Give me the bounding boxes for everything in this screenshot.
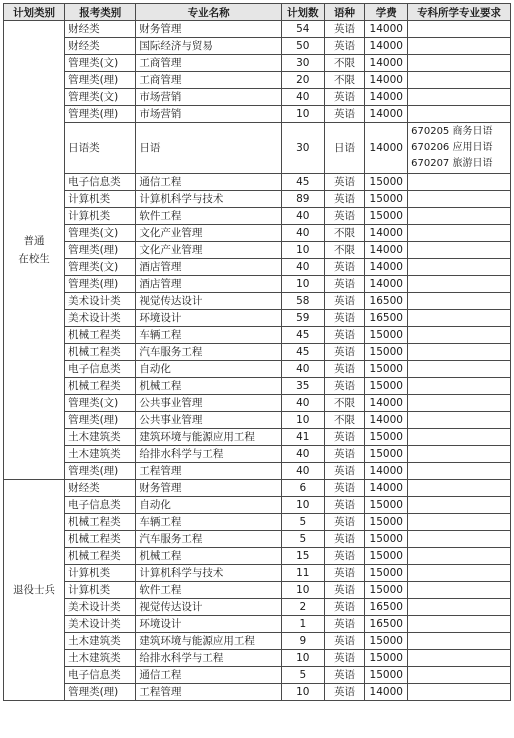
table-row — [4, 293, 511, 310]
table-row — [4, 548, 511, 565]
prior-major-requirement-cell — [408, 89, 511, 106]
plan-count-cell: 45 — [281, 344, 324, 361]
table-row — [4, 191, 511, 208]
language-cell: 英语 — [324, 667, 365, 684]
prior-major-requirement-cell — [408, 514, 511, 531]
exam-category-cell: 美术设计类 — [65, 310, 136, 327]
exam-category-cell: 管理类(理) — [65, 106, 136, 123]
major-name-cell: 机械工程 — [136, 378, 282, 395]
major-name-cell: 财务管理 — [136, 21, 282, 38]
tuition-cell: 14000 — [365, 72, 408, 89]
table-row — [4, 259, 511, 276]
plan-count-cell: 10 — [281, 650, 324, 667]
tuition-cell: 14000 — [365, 89, 408, 106]
major-name-cell: 计算机科学与技术 — [136, 191, 282, 208]
table-row — [4, 208, 511, 225]
tuition-cell: 16500 — [365, 599, 408, 616]
table-row — [4, 565, 511, 582]
language-cell: 英语 — [324, 38, 365, 55]
plan-count-cell: 54 — [281, 21, 324, 38]
tuition-cell: 14000 — [365, 395, 408, 412]
enrollment-plan-table — [3, 3, 511, 701]
exam-category-cell: 管理类(文) — [65, 89, 136, 106]
exam-category-cell: 计算机类 — [65, 582, 136, 599]
table-row — [4, 446, 511, 463]
exam-category-cell: 机械工程类 — [65, 344, 136, 361]
plan-count-cell: 41 — [281, 429, 324, 446]
prior-major-requirement-cell — [408, 650, 511, 667]
prior-major-requirement-cell — [408, 548, 511, 565]
exam-category-cell: 管理类(理) — [65, 242, 136, 259]
plan-count-cell: 2 — [281, 599, 324, 616]
table-row — [4, 599, 511, 616]
header-prior-major-requirement: 专科所学专业要求 — [408, 4, 511, 21]
plan-count-cell: 40 — [281, 259, 324, 276]
tuition-cell: 15000 — [365, 531, 408, 548]
prior-major-requirement-cell — [408, 310, 511, 327]
plan-count-cell: 6 — [281, 480, 324, 497]
table-row — [4, 633, 511, 650]
language-cell: 英语 — [324, 684, 365, 701]
language-cell: 英语 — [324, 293, 365, 310]
tuition-cell: 16500 — [365, 310, 408, 327]
major-name-cell: 汽车服务工程 — [136, 344, 282, 361]
plan-count-cell: 40 — [281, 361, 324, 378]
prior-major-requirement-cell — [408, 191, 511, 208]
prior-major-requirement-cell — [408, 327, 511, 344]
exam-category-cell: 管理类(文) — [65, 225, 136, 242]
major-name-cell: 酒店管理 — [136, 276, 282, 293]
table-row — [4, 106, 511, 123]
exam-category-cell: 土木建筑类 — [65, 429, 136, 446]
tuition-cell: 14000 — [365, 225, 408, 242]
plan-category-cell: 普通 在校生 — [4, 21, 65, 480]
exam-category-cell: 机械工程类 — [65, 531, 136, 548]
exam-category-cell: 管理类(理) — [65, 276, 136, 293]
prior-major-requirement-cell: 670205 商务日语 670206 应用日语 670207 旅游日语 — [408, 123, 511, 174]
prior-major-requirement-cell — [408, 225, 511, 242]
tuition-cell: 15000 — [365, 429, 408, 446]
table-row — [4, 38, 511, 55]
plan-count-cell: 40 — [281, 225, 324, 242]
language-cell: 不限 — [324, 395, 365, 412]
major-name-cell: 工程管理 — [136, 463, 282, 480]
plan-count-cell: 9 — [281, 633, 324, 650]
table-row — [4, 21, 511, 38]
tuition-cell: 15000 — [365, 344, 408, 361]
plan-count-cell: 40 — [281, 463, 324, 480]
major-name-cell: 工程管理 — [136, 684, 282, 701]
plan-count-cell: 40 — [281, 395, 324, 412]
exam-category-cell: 土木建筑类 — [65, 446, 136, 463]
major-name-cell: 给排水科学与工程 — [136, 650, 282, 667]
plan-count-cell: 30 — [281, 55, 324, 72]
plan-count-cell: 45 — [281, 174, 324, 191]
plan-count-cell: 40 — [281, 208, 324, 225]
exam-category-cell: 管理类(文) — [65, 259, 136, 276]
tuition-cell: 16500 — [365, 616, 408, 633]
header-plan-category: 计划类别 — [4, 4, 65, 21]
prior-major-requirement-cell — [408, 293, 511, 310]
plan-count-cell: 5 — [281, 514, 324, 531]
tuition-cell: 14000 — [365, 123, 408, 174]
header-row — [4, 4, 511, 21]
plan-count-cell: 30 — [281, 123, 324, 174]
tuition-cell: 15000 — [365, 633, 408, 650]
header-exam-category: 报考类别 — [65, 4, 136, 21]
plan-count-cell: 10 — [281, 582, 324, 599]
table-row — [4, 463, 511, 480]
table-row — [4, 514, 511, 531]
table-row — [4, 276, 511, 293]
prior-major-requirement-cell — [408, 446, 511, 463]
prior-major-requirement-cell — [408, 208, 511, 225]
prior-major-requirement-cell — [408, 106, 511, 123]
tuition-cell: 15000 — [365, 650, 408, 667]
language-cell: 英语 — [324, 259, 365, 276]
prior-major-requirement-cell — [408, 565, 511, 582]
language-cell: 英语 — [324, 89, 365, 106]
tuition-cell: 16500 — [365, 293, 408, 310]
language-cell: 英语 — [324, 208, 365, 225]
language-cell: 英语 — [324, 633, 365, 650]
exam-category-cell: 美术设计类 — [65, 616, 136, 633]
table-row — [4, 72, 511, 89]
language-cell: 英语 — [324, 565, 365, 582]
major-name-cell: 视觉传达设计 — [136, 599, 282, 616]
major-name-cell: 计算机科学与技术 — [136, 565, 282, 582]
language-cell: 英语 — [324, 599, 365, 616]
major-name-cell: 自动化 — [136, 497, 282, 514]
tuition-cell: 14000 — [365, 684, 408, 701]
tuition-cell: 15000 — [365, 514, 408, 531]
prior-major-requirement-cell — [408, 480, 511, 497]
language-cell: 英语 — [324, 463, 365, 480]
header-plan-count: 计划数 — [281, 4, 324, 21]
plan-count-cell: 40 — [281, 446, 324, 463]
language-cell: 英语 — [324, 327, 365, 344]
major-name-cell: 酒店管理 — [136, 259, 282, 276]
plan-count-cell: 10 — [281, 106, 324, 123]
major-name-cell: 环境设计 — [136, 616, 282, 633]
language-cell: 英语 — [324, 582, 365, 599]
tuition-cell: 14000 — [365, 259, 408, 276]
table-row — [4, 344, 511, 361]
plan-count-cell: 10 — [281, 684, 324, 701]
language-cell: 英语 — [324, 378, 365, 395]
language-cell: 英语 — [324, 650, 365, 667]
exam-category-cell: 管理类(文) — [65, 55, 136, 72]
prior-major-requirement-cell — [408, 667, 511, 684]
prior-major-requirement-cell — [408, 684, 511, 701]
language-cell: 英语 — [324, 361, 365, 378]
tuition-cell: 14000 — [365, 412, 408, 429]
prior-major-requirement-cell — [408, 616, 511, 633]
major-name-cell: 通信工程 — [136, 667, 282, 684]
table-row — [4, 497, 511, 514]
prior-major-requirement-cell — [408, 599, 511, 616]
table-row — [4, 123, 511, 174]
tuition-cell: 14000 — [365, 242, 408, 259]
plan-count-cell: 10 — [281, 242, 324, 259]
language-cell: 英语 — [324, 191, 365, 208]
tuition-cell: 15000 — [365, 548, 408, 565]
prior-major-requirement-cell — [408, 412, 511, 429]
prior-major-requirement-cell — [408, 582, 511, 599]
table-row — [4, 378, 511, 395]
plan-count-cell: 50 — [281, 38, 324, 55]
language-cell: 英语 — [324, 344, 365, 361]
language-cell: 英语 — [324, 174, 365, 191]
prior-major-requirement-cell — [408, 361, 511, 378]
language-cell: 英语 — [324, 497, 365, 514]
major-name-cell: 公共事业管理 — [136, 412, 282, 429]
plan-count-cell: 40 — [281, 89, 324, 106]
major-name-cell: 公共事业管理 — [136, 395, 282, 412]
language-cell: 英语 — [324, 310, 365, 327]
table-row — [4, 361, 511, 378]
prior-major-requirement-cell — [408, 395, 511, 412]
tuition-cell: 15000 — [365, 497, 408, 514]
language-cell: 英语 — [324, 276, 365, 293]
major-name-cell: 汽车服务工程 — [136, 531, 282, 548]
major-name-cell: 财务管理 — [136, 480, 282, 497]
header-language: 语种 — [324, 4, 365, 21]
plan-count-cell: 15 — [281, 548, 324, 565]
tuition-cell: 14000 — [365, 55, 408, 72]
exam-category-cell: 财经类 — [65, 38, 136, 55]
plan-count-cell: 1 — [281, 616, 324, 633]
tuition-cell: 15000 — [365, 361, 408, 378]
language-cell: 不限 — [324, 242, 365, 259]
language-cell: 英语 — [324, 429, 365, 446]
tuition-cell: 14000 — [365, 21, 408, 38]
tuition-cell: 15000 — [365, 327, 408, 344]
table-row — [4, 616, 511, 633]
prior-major-requirement-cell — [408, 259, 511, 276]
exam-category-cell: 计算机类 — [65, 565, 136, 582]
major-name-cell: 建筑环境与能源应用工程 — [136, 429, 282, 446]
tuition-cell: 14000 — [365, 106, 408, 123]
plan-count-cell: 58 — [281, 293, 324, 310]
exam-category-cell: 电子信息类 — [65, 497, 136, 514]
major-name-cell: 国际经济与贸易 — [136, 38, 282, 55]
table-row — [4, 650, 511, 667]
exam-category-cell: 计算机类 — [65, 208, 136, 225]
tuition-cell: 15000 — [365, 191, 408, 208]
prior-major-requirement-cell — [408, 463, 511, 480]
language-cell: 英语 — [324, 106, 365, 123]
table-body — [4, 21, 511, 701]
major-name-cell: 车辆工程 — [136, 327, 282, 344]
prior-major-requirement-cell — [408, 55, 511, 72]
prior-major-requirement-cell — [408, 276, 511, 293]
language-cell: 英语 — [324, 548, 365, 565]
prior-major-requirement-cell — [408, 633, 511, 650]
header-tuition: 学费 — [365, 4, 408, 21]
major-name-cell: 市场营销 — [136, 89, 282, 106]
tuition-cell: 14000 — [365, 276, 408, 293]
prior-major-requirement-cell — [408, 174, 511, 191]
major-name-cell: 环境设计 — [136, 310, 282, 327]
exam-category-cell: 美术设计类 — [65, 599, 136, 616]
language-cell: 不限 — [324, 225, 365, 242]
table-row — [4, 667, 511, 684]
tuition-cell: 14000 — [365, 480, 408, 497]
language-cell: 日语 — [324, 123, 365, 174]
table-row — [4, 395, 511, 412]
exam-category-cell: 管理类(文) — [65, 395, 136, 412]
table-row — [4, 225, 511, 242]
table-row — [4, 684, 511, 701]
exam-category-cell: 电子信息类 — [65, 174, 136, 191]
exam-category-cell: 电子信息类 — [65, 667, 136, 684]
exam-category-cell: 机械工程类 — [65, 548, 136, 565]
prior-major-requirement-cell — [408, 242, 511, 259]
prior-major-requirement-cell — [408, 378, 511, 395]
table-row — [4, 412, 511, 429]
table-row — [4, 327, 511, 344]
language-cell: 不限 — [324, 72, 365, 89]
language-cell: 英语 — [324, 446, 365, 463]
exam-category-cell: 美术设计类 — [65, 293, 136, 310]
plan-count-cell: 5 — [281, 667, 324, 684]
table-row — [4, 429, 511, 446]
table-row — [4, 310, 511, 327]
major-name-cell: 日语 — [136, 123, 282, 174]
language-cell: 英语 — [324, 531, 365, 548]
prior-major-requirement-cell — [408, 38, 511, 55]
plan-count-cell: 10 — [281, 276, 324, 293]
table-row — [4, 174, 511, 191]
tuition-cell: 15000 — [365, 446, 408, 463]
tuition-cell: 15000 — [365, 565, 408, 582]
plan-count-cell: 89 — [281, 191, 324, 208]
plan-count-cell: 35 — [281, 378, 324, 395]
exam-category-cell: 计算机类 — [65, 191, 136, 208]
tuition-cell: 15000 — [365, 378, 408, 395]
exam-category-cell: 管理类(理) — [65, 463, 136, 480]
tuition-cell: 14000 — [365, 38, 408, 55]
exam-category-cell: 财经类 — [65, 21, 136, 38]
major-name-cell: 工商管理 — [136, 55, 282, 72]
language-cell: 英语 — [324, 514, 365, 531]
table-row — [4, 480, 511, 497]
exam-category-cell: 机械工程类 — [65, 327, 136, 344]
exam-category-cell: 财经类 — [65, 480, 136, 497]
language-cell: 英语 — [324, 21, 365, 38]
major-name-cell: 自动化 — [136, 361, 282, 378]
table-row — [4, 89, 511, 106]
exam-category-cell: 土木建筑类 — [65, 633, 136, 650]
prior-major-requirement-cell — [408, 344, 511, 361]
header-major-name: 专业名称 — [136, 4, 282, 21]
exam-category-cell: 日语类 — [65, 123, 136, 174]
plan-count-cell: 59 — [281, 310, 324, 327]
prior-major-requirement-cell — [408, 429, 511, 446]
tuition-cell: 15000 — [365, 174, 408, 191]
prior-major-requirement-cell — [408, 21, 511, 38]
tuition-cell: 15000 — [365, 667, 408, 684]
major-name-cell: 文化产业管理 — [136, 225, 282, 242]
prior-major-requirement-cell — [408, 531, 511, 548]
language-cell: 不限 — [324, 55, 365, 72]
exam-category-cell: 管理类(理) — [65, 684, 136, 701]
language-cell: 英语 — [324, 616, 365, 633]
prior-major-requirement-cell — [408, 497, 511, 514]
table-row — [4, 531, 511, 548]
plan-category-cell: 退役士兵 — [4, 480, 65, 701]
tuition-cell: 15000 — [365, 582, 408, 599]
major-name-cell: 机械工程 — [136, 548, 282, 565]
plan-count-cell: 10 — [281, 497, 324, 514]
tuition-cell: 14000 — [365, 463, 408, 480]
plan-count-cell: 45 — [281, 327, 324, 344]
exam-category-cell: 管理类(理) — [65, 72, 136, 89]
plan-count-cell: 11 — [281, 565, 324, 582]
table-row — [4, 55, 511, 72]
major-name-cell: 车辆工程 — [136, 514, 282, 531]
major-name-cell: 软件工程 — [136, 582, 282, 599]
major-name-cell: 软件工程 — [136, 208, 282, 225]
major-name-cell: 工商管理 — [136, 72, 282, 89]
plan-count-cell: 20 — [281, 72, 324, 89]
prior-major-requirement-cell — [408, 72, 511, 89]
major-name-cell: 建筑环境与能源应用工程 — [136, 633, 282, 650]
language-cell: 英语 — [324, 480, 365, 497]
exam-category-cell: 管理类(理) — [65, 412, 136, 429]
major-name-cell: 市场营销 — [136, 106, 282, 123]
major-name-cell: 给排水科学与工程 — [136, 446, 282, 463]
language-cell: 不限 — [324, 412, 365, 429]
plan-count-cell: 5 — [281, 531, 324, 548]
major-name-cell: 视觉传达设计 — [136, 293, 282, 310]
major-name-cell: 通信工程 — [136, 174, 282, 191]
exam-category-cell: 机械工程类 — [65, 514, 136, 531]
plan-count-cell: 10 — [281, 412, 324, 429]
exam-category-cell: 土木建筑类 — [65, 650, 136, 667]
table-row — [4, 242, 511, 259]
tuition-cell: 15000 — [365, 208, 408, 225]
major-name-cell: 文化产业管理 — [136, 242, 282, 259]
exam-category-cell: 电子信息类 — [65, 361, 136, 378]
exam-category-cell: 机械工程类 — [65, 378, 136, 395]
table-row — [4, 582, 511, 599]
